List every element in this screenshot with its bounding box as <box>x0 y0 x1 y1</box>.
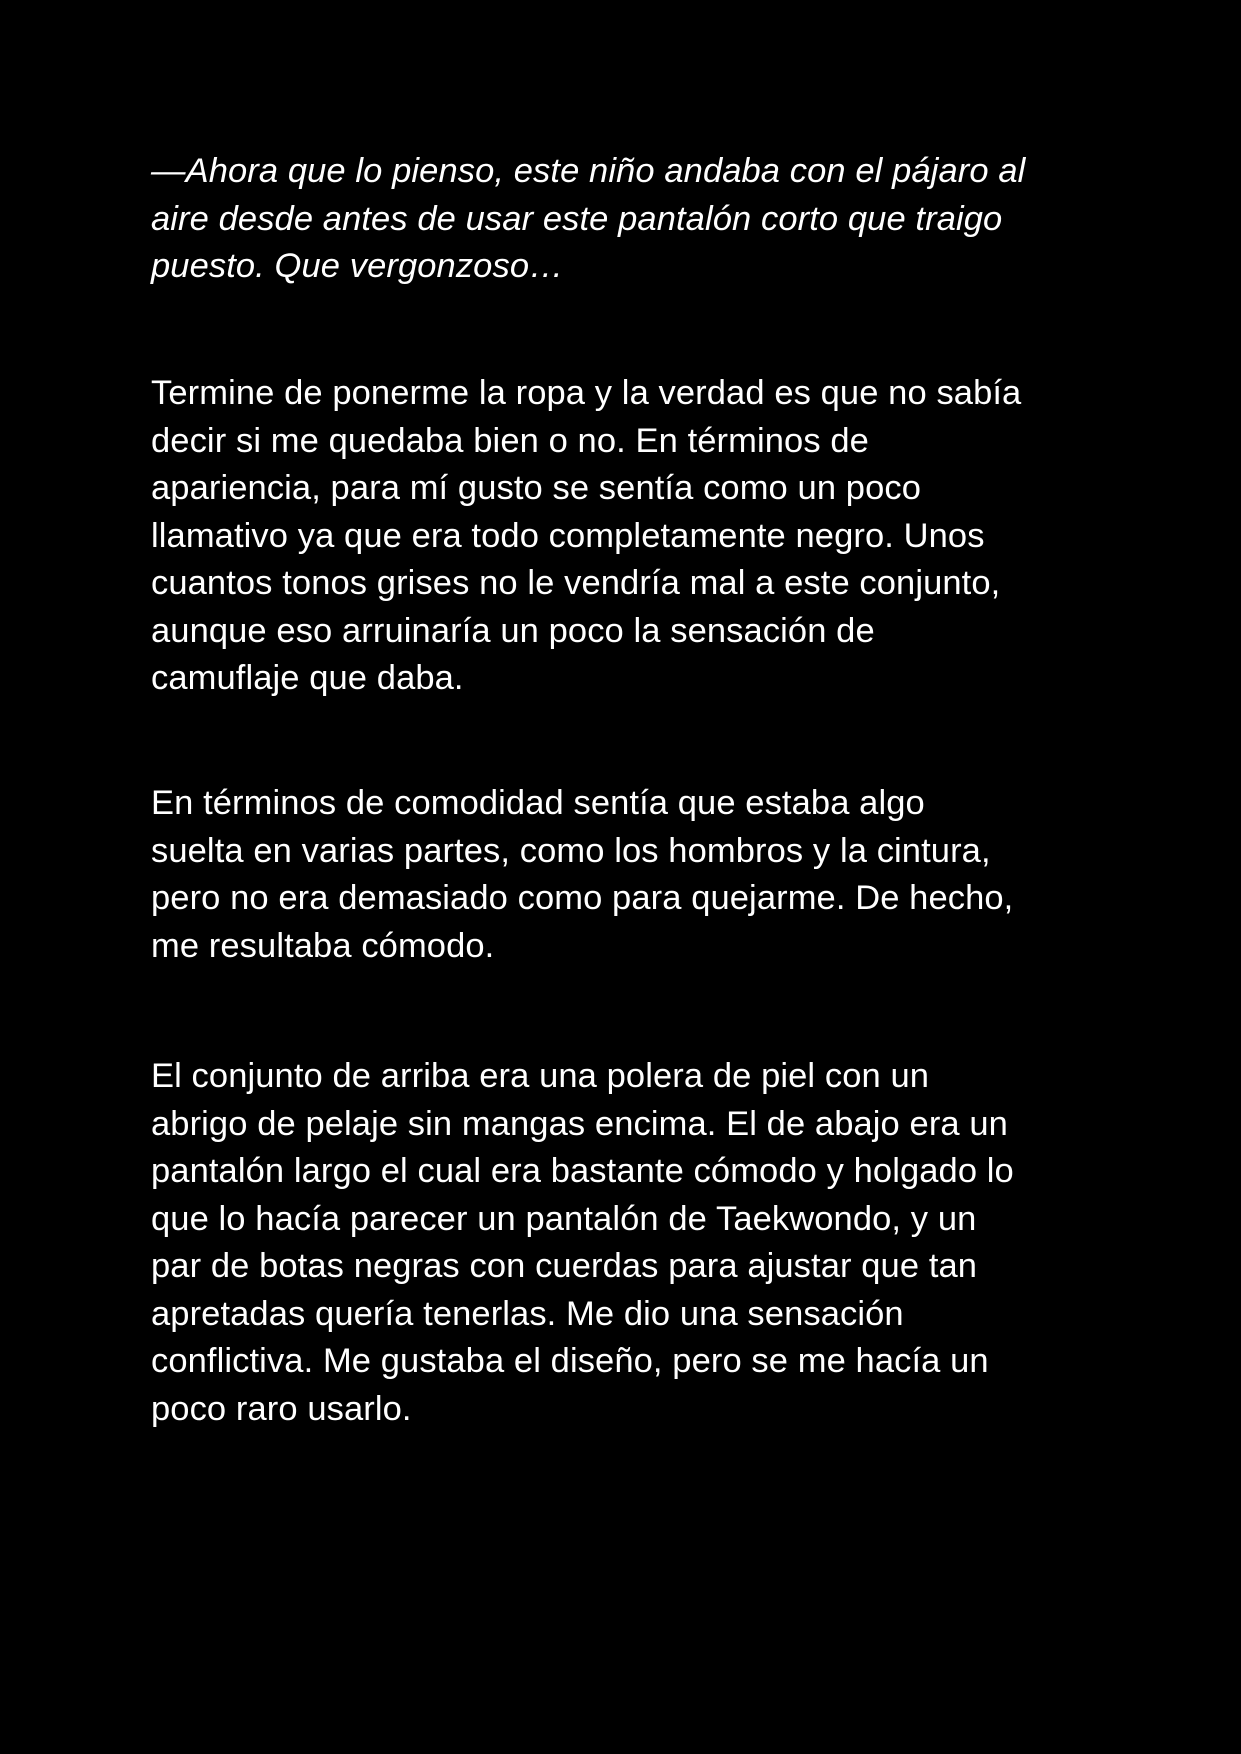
text-line: cuantos tonos grises no le vendría mal a este conjunto, <box>151 564 1001 602</box>
text-line: puesto. Que vergonzoso… <box>151 247 564 285</box>
text-line: Termine de ponerme la ropa y la verdad es que no sabía <box>151 374 1022 412</box>
text-line: llamativo ya que era todo completamente negro. Unos <box>151 516 985 555</box>
text-line: decir si me quedaba bien o no. En términos de <box>151 421 869 460</box>
text-line: par de botas negras con cuerdas para ajustar que tan <box>151 1247 978 1285</box>
text-line: aire desde antes de usar este pantalón corto que traigo <box>151 199 1003 238</box>
text-line: suelta en varias partes, como los hombros y la cintura, <box>151 831 991 870</box>
paragraph <box>151 780 1013 970</box>
paragraph <box>151 1053 1014 1433</box>
text-line: aunque eso arruinaría un poco la sensación de <box>151 611 875 650</box>
text-line: que lo hacía parecer un pantalón de Taekwondo, y un <box>151 1199 977 1238</box>
paragraph <box>151 370 1021 703</box>
text-line: poco raro usarlo. <box>151 1389 412 1428</box>
text-line: El conjunto de arriba era una polera de piel con un <box>151 1057 930 1095</box>
text-line: abrigo de pelaje sin mangas encima. El de abajo era un <box>151 1104 1008 1143</box>
text-line: me resultaba cómodo. <box>151 926 495 965</box>
text-line: apariencia, para mí gusto se sentía como un poco <box>151 469 921 507</box>
text-line: pero no era demasiado como para quejarme. De hecho, <box>151 879 1014 917</box>
text-line: —Ahora que lo pienso, este niño andaba con el pájaro al <box>151 152 1026 190</box>
text-line: En términos de comodidad sentía que estaba algo <box>151 784 925 822</box>
text-line: pantalón largo el cual era bastante cómodo y holgado lo <box>151 1152 1014 1190</box>
paragraph-dialogue <box>151 148 1025 291</box>
text-line: conflictiva. Me gustaba el diseño, pero se me hacía un <box>151 1342 989 1380</box>
text-line: camuflaje que daba. <box>151 659 464 697</box>
text-line: apretadas quería tenerlas. Me dio una sensación <box>151 1294 904 1333</box>
